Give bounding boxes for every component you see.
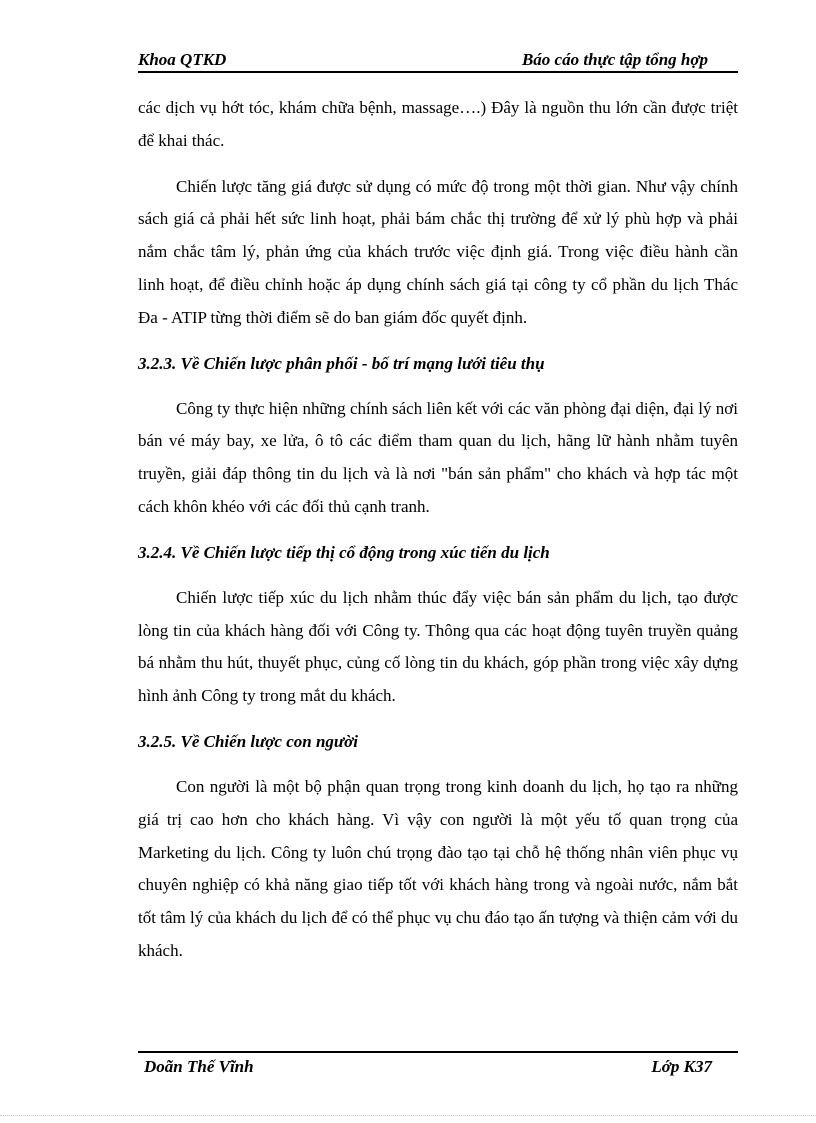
paragraph: Chiến lược tiếp xúc du lịch nhằm thúc đẩy việc bán sản phẩm du lịch, tạo được lòng tin của khách hàng đối với Công ty. Thông qua các hoạt động tuyên truyền quảng bá nhằm thu hút, thuyết phục, củng cố lòng tin du khách, góp phần trong việc xây dựng hình ảnh Công ty trong mắt du khách.: [138, 587, 738, 706]
header-faculty: Khoa QTKD: [138, 50, 227, 69]
section-heading: 3.2.3. Về Chiến lược phân phối - bố trí mạng lưới tiêu thụ: [138, 353, 545, 373]
footer-class: Lớp K37: [651, 1057, 712, 1076]
header-report-title: Báo cáo thực tập tổng hợp: [521, 50, 708, 69]
header-rule: [138, 71, 738, 73]
page-header: [138, 46, 738, 72]
section-heading: 3.2.4. Về Chiến lược tiếp thị cổ động trong xúc tiến du lịch: [138, 542, 550, 562]
paragraph: Con người là một bộ phận quan trọng trong kinh doanh du lịch, họ tạo ra những giá trị cao hơn cho khách hàng. Vì vậy con người là một yếu tố quan trọng của Marketing du lịch. Công ty luôn chú trọng đào tạo tại chỗ hệ thống nhân viên phục vụ chuyên nghiệp có khả năng giao tiếp tốt với khách hàng trong và ngoài nước, nắm bắt tốt tâm lý của khách du lịch để có thể phục vụ chu đáo tạo ấn tượng và thiện cảm với du khách.: [138, 776, 738, 960]
section-heading: 3.2.5. Về Chiến lược con người: [138, 731, 358, 751]
page-break-line: [0, 1115, 816, 1116]
paragraph: Chiến lược tăng giá được sử dụng có mức độ trong một thời gian. Như vậy chính sách giá cả phải hết sức linh hoạt, phải bám chắc thị trường để xử lý phù hợp và phải nắm chắc tâm lý, phản ứng của khách trước việc định giá. Trong việc điều hành cần linh hoạt, để điều chỉnh hoặc áp dụng chính sách giá tại công ty cổ phần du lịch Thác Đa - ATIP từng thời điểm sẽ do ban giám đốc quyết định.: [138, 176, 738, 327]
document-body: [138, 92, 738, 968]
paragraph: các dịch vụ hớt tóc, khám chữa bệnh, massage….) Đây là nguồn thu lớn cần được triệt để khai thác.: [138, 98, 738, 150]
footer-author: Doãn Thế Vĩnh: [144, 1057, 254, 1076]
paragraph: Công ty thực hiện những chính sách liên kết với các văn phòng đại diện, đại lý nơi bán vé máy bay, xe lửa, ô tô các điểm tham quan du lịch, hãng lữ hành nhằm tuyên truyền, giải đáp thông tin du lịch và là nơi "bán sản phẩm" cho khách và hợp tác một cách khôn khéo với các đối thủ cạnh tranh.: [138, 398, 738, 516]
footer-rule: [138, 1051, 738, 1053]
